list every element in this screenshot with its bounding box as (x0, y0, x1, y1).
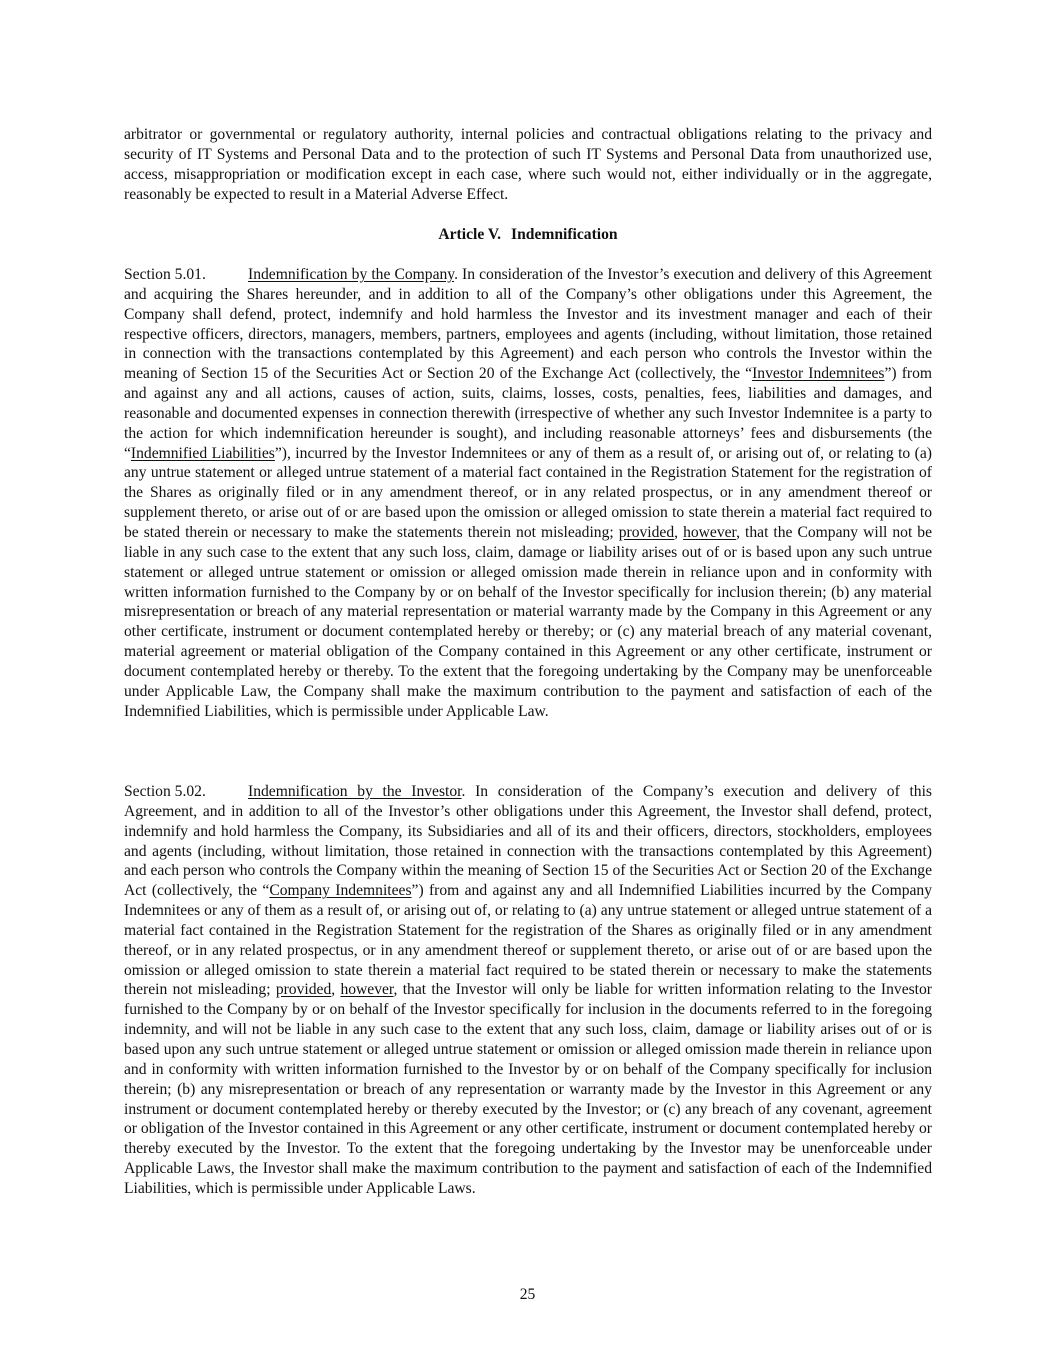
proviso-term: provided (618, 523, 675, 541)
defined-term: Investor Indemnitees (752, 365, 885, 383)
section-text: ”) from and against any and all Indemnified Liabilities incurred by the Company Indemnitees or any of them as a result of, or arising out of, or relating to (a) any untrue statement or alleged untrue statement of a material fact contained in the Registration Statement for the registration of the Shares as originally filed or in any amendment thereof, or in any related prospectus, or in any amendment thereof or supplement thereto, or arise out of or are based upon the omission or alleged omission to state therein a material fact required to be stated therein or necessary to make the statements therein not misleading; (124, 882, 933, 999)
section-text: , (674, 523, 684, 541)
section-text: ”), incurred by the Investor Indemnitees or any of them as a result of, or arising out of, or relating to (a) any untrue statement or alleged untrue statement of a material fact contained in the Registration Statement for the registration of the Shares as originally filed or in any amendment thereof, or in any related prospectus, or in any amendment thereof or supplement thereto, or arise out of or are based upon the omission or alleged omission to state therein a material fact required to be stated therein or necessary to make the statements therein not misleading; (124, 444, 932, 541)
proviso-term: however (683, 523, 737, 541)
section-5-02-paragraph (124, 782, 932, 1199)
article-title: Indemnification (511, 226, 618, 243)
section-number: Section 5.02. (124, 783, 206, 800)
section-number: Section 5.01. (124, 266, 206, 283)
intro-paragraph: arbitrator or governmental or regulatory authority, internal policies and contractual obligations relating to the privacy and security of IT Systems and Personal Data and to the protection of such IT Systems and Personal Data from unauthorized use, access, misappropriation or modification except in each case, where such would not, either individually or in the aggregate, reasonably be expected to result in a Material Adverse Effect. (124, 126, 932, 203)
defined-term: Company Indemnitees (269, 882, 412, 900)
section-text: . In consideration of the Company’s execution and delivery of this Agreement, and in addition to all of the Investor’s other obligations under this Agreement, the Investor shall defend, protect, indemnify and hold harmless the Company, its Subsidiaries and all of its and their officers, directors, stockholders, employees and agents (including, without limitation, those retained in connection with the transactions contemplated by this Agreement) and each person who controls the Company within the meaning of Section 15 of the Securities Act or Section 20 of the Exchange Act (collectively, the “ (124, 783, 933, 900)
section-5-01-paragraph (124, 265, 932, 721)
section-text: . In consideration of the Investor’s execution and delivery of this Agreement and acquiring the Shares hereunder, and in addition to all of the Company’s other obligations under this Agreement, the Company shall defend, protect, indemnify and hold harmless the Investor and its investment manager and each of their respective officers, directors, managers, members, partners, employees and agents (including, without limitation, those retained in connection with the transactions contemplated by this Agreement) and each person who controls the Investor within the meaning of Section 15 of the Securities Act or Section 20 of the Exchange Act (collectively, the “ (124, 266, 932, 383)
section-text: , (331, 981, 341, 999)
article-heading (124, 225, 932, 245)
section-heading: Indemnification by the Investor (248, 783, 462, 800)
section-heading: Indemnification by the Company (248, 266, 455, 283)
article-number: Article V. (438, 226, 502, 243)
proviso-term: however (340, 981, 394, 999)
defined-term: Indemnified Liabilities (130, 444, 275, 462)
page-number: 25 (519, 1286, 536, 1303)
proviso-term: provided (275, 981, 332, 999)
section-text: ”) from and against any and all actions, causes of action, suits, claims, losses, costs, penalties, fees, liabilities and damages, and reasonable and documented expenses in connection therewith (irrespective of whether any such Investor Indemnitee is a party to the action for which indemnification hereunder is sought), and including reasonable attorneys’ fees and disbursements (the “ (124, 365, 932, 462)
section-text: , that the Investor will only be liable for written information relating to the Investor furnished to the Company by or on behalf of the Investor specifically for inclusion in the documents referred to in the foregoing indemnity, and will not be liable in any such case to the extent that any such loss, claim, damage or liability arises out of or is based upon any such untrue statement or alleged untrue statement or omission or alleged omission made therein in reliance upon and in conformity with written information furnished to the Investor by or on behalf of the Company specifically for inclusion therein; (b) any misrepresentation or breach of any representation or warranty made by the Investor in this Agreement or any instrument or document contemplated hereby or thereby executed by the Investor; or (c) any breach of any covenant, agreement or obligation of the Investor contained in this Agreement or any other certificate, instrument or document contemplated hereby or thereby executed by the Investor. To the extent that the foregoing undertaking by the Investor may be unenforceable under Applicable Laws, the Investor shall make the maximum contribution to the payment and satisfaction of each of the Indemnified Liabilities, which is permissible under Applicable Laws. (124, 981, 933, 1197)
section-text: , that the Company will not be liable in any such case to the extent that any such loss, claim, damage or liability arises out of or is based upon any such untrue statement or alleged untrue statement or omission or alleged omission made therein in reliance upon and in conformity with written information furnished to the Company by or on behalf of the Investor specifically for inclusion therein; (b) any material misrepresentation or breach of any material representation or material warranty made by the Company in this Agreement or any other certificate, instrument or document contemplated hereby or thereby; or (c) any material breach of any material covenant, material agreement or material obligation of the Company contained in this Agreement or any other certificate, instrument or document contemplated hereby or thereby. To the extent that the foregoing undertaking by the Company may be unenforceable under Applicable Law, the Company shall make the maximum contribution to the payment and satisfaction of each of the Indemnified Liabilities, which is permissible under Applicable Law. (124, 523, 933, 720)
